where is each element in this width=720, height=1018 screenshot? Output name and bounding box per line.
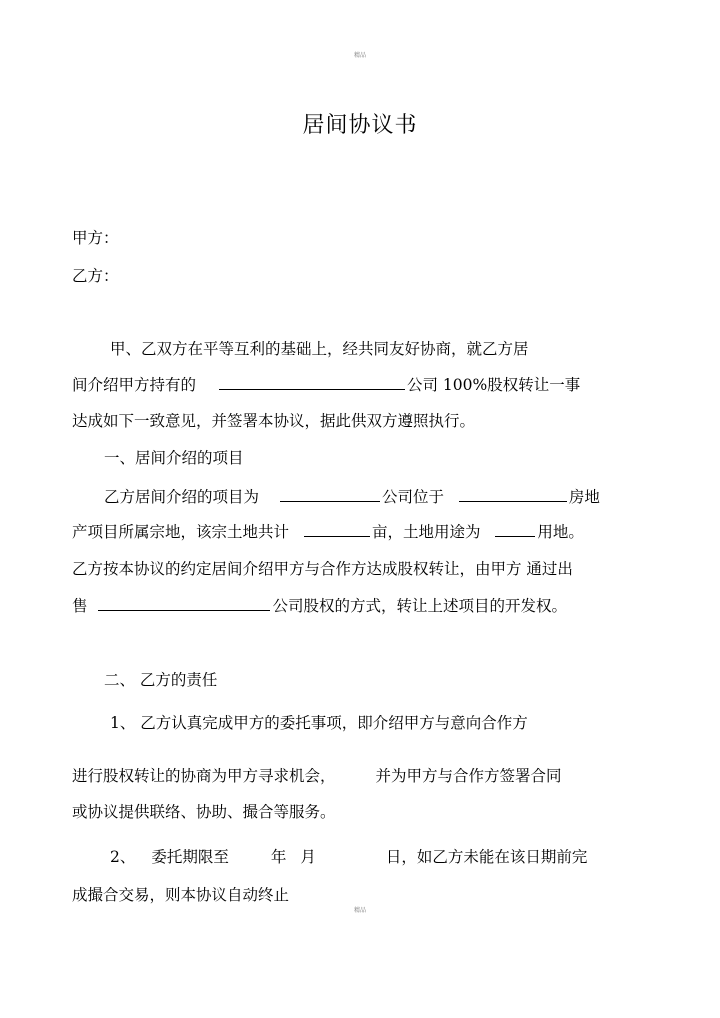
day-blank[interactable] (318, 848, 384, 862)
company-blank[interactable] (219, 375, 405, 390)
land-area-blank[interactable] (304, 522, 370, 537)
item-1-line-2-end: 并为甲方与合作方签署合同 (375, 767, 562, 785)
project-company-blank[interactable] (280, 487, 380, 502)
term-until-text: 委托期限至 (151, 848, 229, 866)
section-1-line-4 (72, 594, 567, 616)
section-1-line-2 (72, 520, 584, 542)
section-1-line-1 (104, 485, 600, 507)
item-1-line-1: 1、 乙方认真完成甲方的委托事项，即介绍甲方与意向合作方 (110, 714, 528, 732)
land-parcel-text: 产项目所属宗地，该宗土地共计 (72, 523, 290, 541)
item-1-line-2-start: 进行股权转让的协商为甲方寻求机会， (72, 767, 336, 785)
party-a-label: 甲方： (72, 229, 119, 247)
month-text: 月 (300, 848, 316, 866)
intro-line-2 (72, 373, 580, 395)
sell-company-blank[interactable] (98, 596, 270, 611)
year-text: 年 (270, 848, 287, 866)
day-text: 日，如乙方未能在该日期前完 (385, 848, 588, 866)
party-b-label: 乙方： (72, 267, 119, 285)
item-2-line-2: 成撮合交易，则本协议自动终止 (72, 886, 290, 904)
item-2-number: 2、 (110, 848, 136, 866)
item-1-line-2 (72, 764, 562, 786)
section-2-heading: 二、 乙方的责任 (104, 671, 218, 689)
footer-watermark: 精品 (353, 907, 366, 914)
item-2-line-1 (110, 845, 587, 867)
equity-transfer-text: 公司股权的方式，转让上述项目的开发权。 (272, 597, 567, 615)
document-title: 居间协议书 (302, 113, 418, 138)
project-intro-text: 乙方居间介绍的项目为 (104, 488, 260, 506)
header-watermark: 精品 (353, 52, 366, 59)
intro-line-1: 甲、乙双方在平等互利的基础上，经共同友好协商，就乙方居 (110, 340, 529, 358)
land-use-suffix: 用地。 (537, 523, 584, 541)
month-blank[interactable] (288, 848, 298, 862)
intro-line-3: 达成如下一致意见，并签署本协议，据此供双方遵照执行。 (72, 412, 476, 430)
company-located-text: 公司位于 (381, 488, 444, 506)
intro-line-2-end: 公司 100%股权转让一事 (406, 376, 581, 394)
location-blank[interactable] (459, 487, 567, 502)
item-1-line-3: 或协议提供联络、协助、撮合等服务。 (72, 803, 336, 821)
intro-line-2-start: 间介绍甲方持有的 (72, 376, 197, 394)
year-blank[interactable] (231, 848, 269, 862)
land-use-blank[interactable] (495, 522, 535, 537)
section-1-line-3: 乙方按本协议的约定居间介绍甲方与合作方达成股权转让，由甲方 通过出 (72, 560, 573, 578)
real-estate-text: 房地 (568, 488, 600, 506)
section-1-heading: 一、居间介绍的项目 (104, 449, 244, 467)
land-use-text: 亩，土地用途为 (371, 523, 481, 541)
sell-text: 售 (72, 597, 88, 615)
